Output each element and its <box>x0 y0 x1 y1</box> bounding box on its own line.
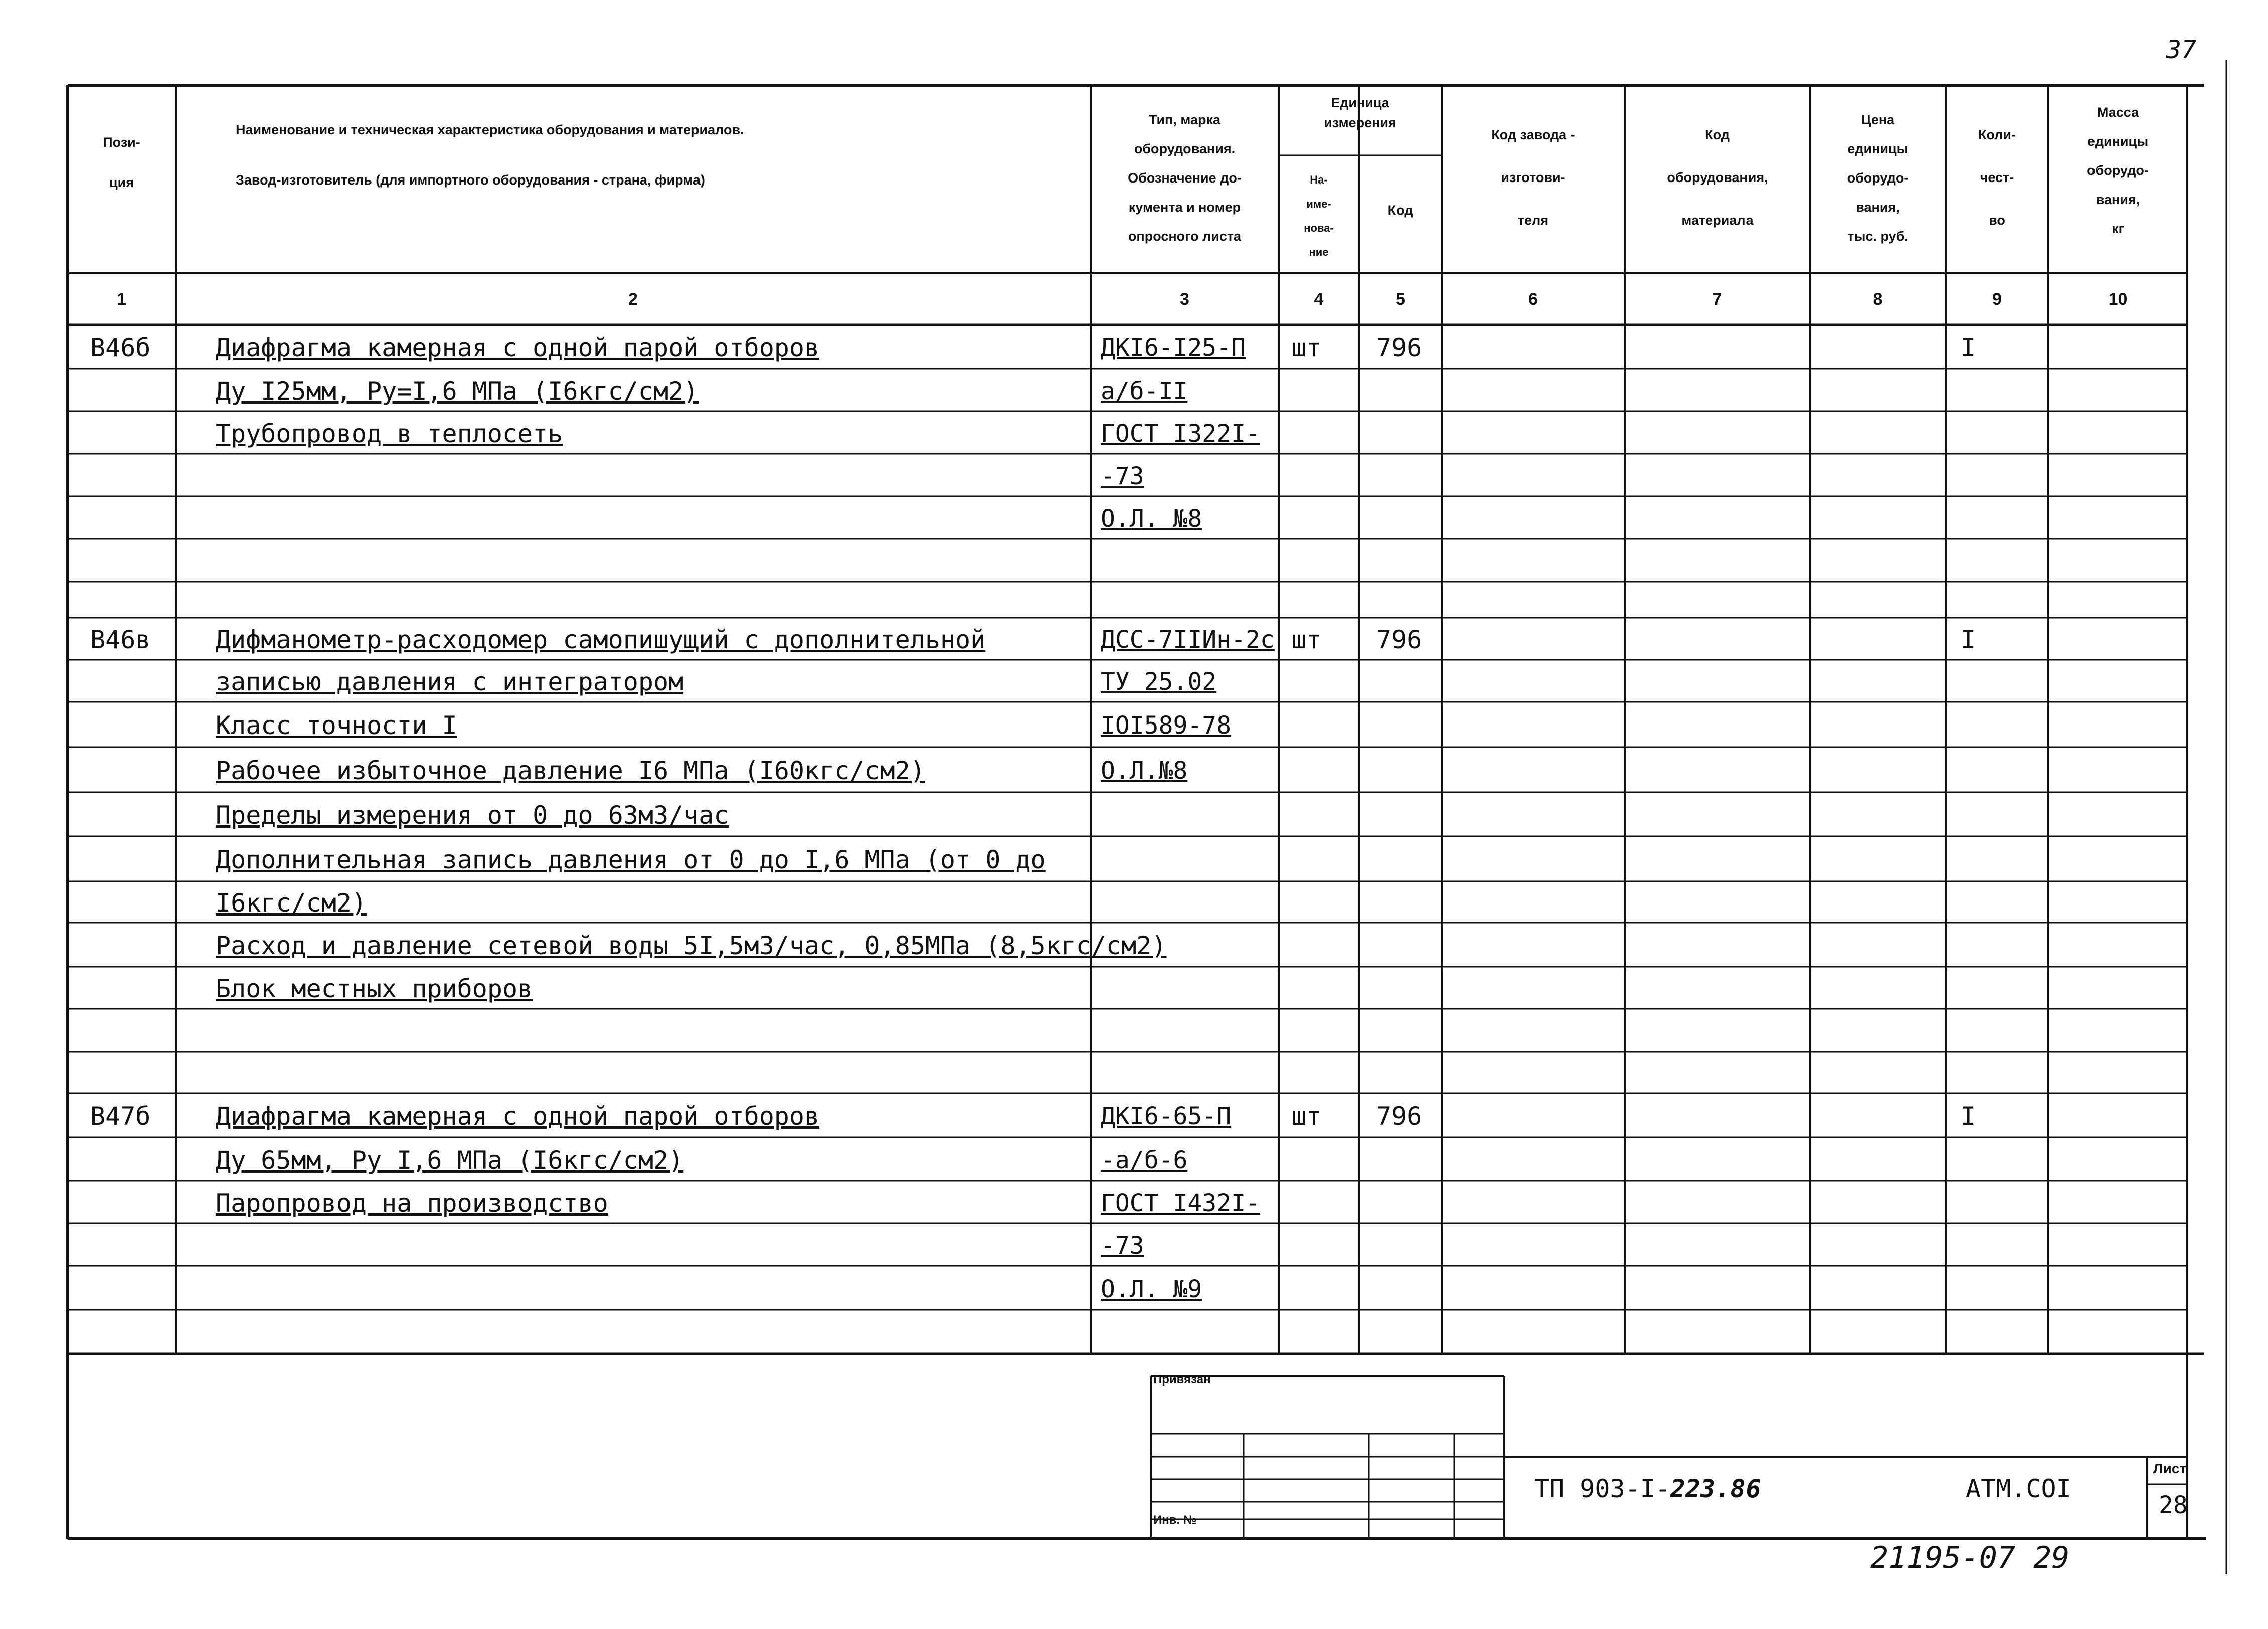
column-header-10-line: Масса <box>2097 105 2139 120</box>
column-header-10-line: оборудо- <box>2087 163 2149 178</box>
row-desc-cell: Трубопровод в теплосеть <box>216 419 563 448</box>
row-code-cell: 796 <box>1376 333 1422 363</box>
column-number: 8 <box>1873 290 1883 309</box>
row-desc-cell: Блок местных приборов <box>216 974 533 1003</box>
unit-group-header-line: Единица <box>1331 95 1389 110</box>
row-desc-cell: Расход и давление сетевой воды 5I,5м3/час, 0,85МПа (8,5кгс/см2) <box>216 931 1167 960</box>
column-header-10-line: кг <box>2112 221 2124 236</box>
row-type-cell: -73 <box>1101 1231 1144 1260</box>
row-unit-cell: шт <box>1291 333 1322 363</box>
column-header-2-line: Наименование и техническая характеристика оборудования и материалов. <box>236 122 744 137</box>
column-header-1-line: Пози- <box>103 135 140 150</box>
footer-number: 21195-07 29 <box>1870 1540 2070 1575</box>
column-header-5-line: Код <box>1387 203 1413 218</box>
column-number: 5 <box>1395 290 1405 309</box>
row-desc-cell: Дополнительная запись давления от 0 до I,6 МПа (от 0 до <box>216 845 1046 874</box>
sheet-code: АТМ.СОI <box>1966 1474 2071 1503</box>
column-header-3-line: кумента и номер <box>1128 200 1241 215</box>
column-header-8-line: оборудо- <box>1847 170 1909 186</box>
column-header-9-line: чест- <box>1980 170 2014 185</box>
bound-label: Привязан <box>1153 1373 1211 1386</box>
row-desc-cell: Пределы измерения от 0 до 63м3/час <box>216 801 729 830</box>
row-type-cell: О.Л.№8 <box>1101 757 1188 785</box>
sheet-number: 28 <box>2159 1491 2188 1519</box>
column-header-6-line: теля <box>1517 213 1549 228</box>
sheet-label: Лист <box>2153 1461 2187 1476</box>
row-code-cell: 796 <box>1376 625 1422 654</box>
column-number: 4 <box>1314 290 1324 309</box>
unit-group-header-line: измерения <box>1324 115 1397 130</box>
row-type-cell: ДСС-7IIИн-2с <box>1101 626 1275 654</box>
row-unit-cell: шт <box>1291 625 1322 654</box>
column-number: 7 <box>1712 290 1722 309</box>
row-desc-cell: Рабочее избыточное давление I6 МПа (I60кгс/см2) <box>216 756 925 785</box>
column-header-3-line: опросного листа <box>1128 229 1242 244</box>
row-type-cell: ДКI6-65-П <box>1101 1102 1232 1130</box>
column-header-9-line: во <box>1989 213 2005 228</box>
column-number: 9 <box>1992 290 2002 309</box>
column-number: 3 <box>1180 290 1189 309</box>
row-pos-cell: В46в <box>90 625 151 654</box>
row-type-cell: ГОСТ I322I- <box>1101 419 1260 448</box>
column-header-6-line: изготови- <box>1501 170 1565 185</box>
column-header-3-line: Обозначение до- <box>1128 170 1242 186</box>
row-qty-cell: I <box>1961 625 1976 654</box>
row-type-cell: а/б-II <box>1101 377 1188 405</box>
row-desc-cell: I6кгс/см2) <box>216 888 367 918</box>
column-header-4-line: име- <box>1306 198 1331 210</box>
row-desc-cell: Класс точности I <box>216 711 457 740</box>
document-code-print: ТП 903-I- <box>1534 1474 1670 1503</box>
row-type-cell: О.Л. №8 <box>1101 504 1202 533</box>
row-unit-cell: шт <box>1291 1102 1322 1131</box>
row-qty-cell: I <box>1961 1102 1976 1131</box>
column-header-6-line: Код завода - <box>1491 127 1575 142</box>
column-header-7-line: материала <box>1681 213 1754 228</box>
row-desc-cell: Ду I25мм, Ру=I,6 МПа (I6кгс/см2) <box>216 376 699 406</box>
row-code-cell: 796 <box>1376 1102 1422 1131</box>
row-desc-cell: записью давления с интегратором <box>216 667 684 696</box>
column-header-8-line: вания, <box>1856 200 1900 215</box>
row-desc-cell: Паропровод на производство <box>216 1188 608 1218</box>
column-header-8-line: единицы <box>1847 141 1908 156</box>
row-type-cell: ДКI6-I25-П <box>1101 333 1246 362</box>
column-header-7-line: оборудования, <box>1667 170 1768 185</box>
column-number: 6 <box>1528 290 1538 309</box>
document-code-handwritten: 223.86 <box>1670 1474 1761 1503</box>
row-desc-cell: Диафрагма камерная с одной парой отборов <box>216 1102 820 1131</box>
column-header-1-line: ция <box>109 175 134 190</box>
column-header-10-line: вания, <box>2096 192 2140 207</box>
column-header-9-line: Коли- <box>1978 127 2016 142</box>
row-type-cell: О.Л. №9 <box>1101 1275 1202 1303</box>
row-type-cell: -73 <box>1101 462 1144 490</box>
column-header-4-line: ние <box>1309 246 1329 258</box>
column-header-4-line: На- <box>1310 173 1328 186</box>
inventory-label: Инв. № <box>1153 1513 1197 1527</box>
column-header-8-line: тыс. руб. <box>1847 229 1908 244</box>
row-desc-cell: Диафрагма камерная с одной парой отборов <box>216 333 820 363</box>
row-pos-cell: В46б <box>90 333 151 363</box>
column-header-7-line: Код <box>1705 127 1730 142</box>
column-header-10-line: единицы <box>2087 134 2149 149</box>
row-pos-cell: В47б <box>90 1102 151 1131</box>
column-header-3-line: Тип, марка <box>1148 112 1221 127</box>
column-header-3-line: оборудования. <box>1134 141 1236 156</box>
column-header-4-line: нова- <box>1304 222 1334 234</box>
row-type-cell: ТУ 25.02 <box>1101 668 1217 696</box>
column-header-8-line: Цена <box>1861 112 1895 127</box>
row-qty-cell: I <box>1961 333 1976 363</box>
row-desc-cell: Ду 65мм, Ру I,6 МПа (I6кгс/см2) <box>216 1145 684 1175</box>
document-code <box>1534 1474 1761 1503</box>
row-desc-cell: Дифманометр-расходомер самопишущий с дополнительной <box>216 625 986 654</box>
column-number: 2 <box>628 290 638 309</box>
row-type-cell: IOI589-78 <box>1101 711 1232 740</box>
column-header-2-line: Завод-изготовитель (для импортного оборудования - страна, фирма) <box>236 172 705 188</box>
column-number: 1 <box>117 290 126 309</box>
row-type-cell: ГОСТ I432I- <box>1101 1189 1260 1217</box>
row-type-cell: -а/б-6 <box>1101 1146 1188 1174</box>
column-number: 10 <box>2108 290 2128 309</box>
page-corner-number: 37 <box>2166 35 2197 64</box>
